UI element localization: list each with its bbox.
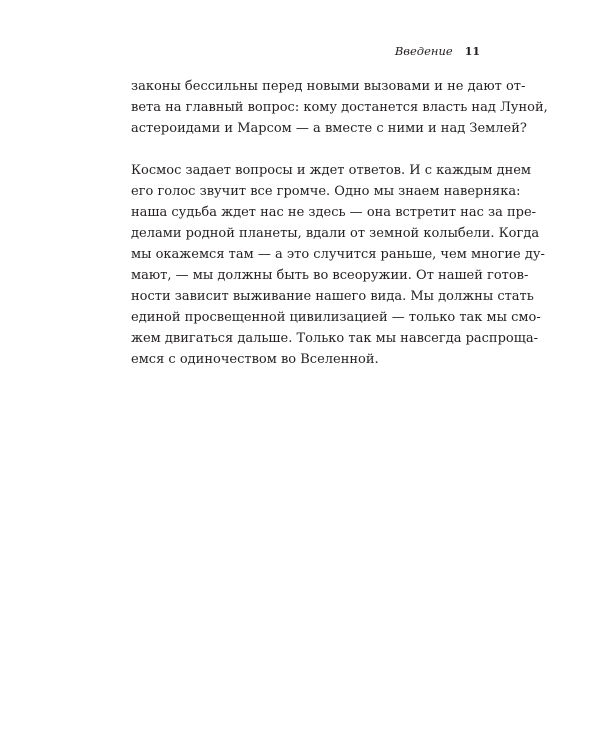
text-line: его голос звучит все громче. Одно мы знаем наверняка:: [131, 184, 521, 199]
running-header: [395, 44, 480, 58]
text-line: Космос задает вопросы и ждет ответов. И с каждым днем: [131, 163, 532, 178]
text-line: жем двигаться дальше. Только так мы навсегда распроща-: [131, 331, 538, 346]
text-line: астероидами и Марсом — а вместе с ними и над Землей?: [131, 121, 527, 136]
text-line: наша судьба ждет нас не здесь — она встретит нас за пре-: [131, 205, 537, 220]
text-line: мы окажемся там — а это случится раньше, чем многие ду-: [131, 247, 545, 262]
paragraph-1: [131, 76, 548, 139]
text-line: единой просвещенной цивилизацией — только так мы смо-: [131, 310, 541, 325]
text-line: ности зависит выживание нашего вида. Мы должны стать: [131, 289, 534, 304]
section-title: Введение: [394, 44, 453, 58]
text-line: мают, — мы должны быть во всеоружии. От нашей готов-: [131, 268, 529, 283]
text-line: емся с одиночеством во Вселенной.: [131, 352, 379, 367]
text-line: делами родной планеты, вдали от земной колыбели. Когда: [131, 226, 540, 241]
text-line: вета на главный вопрос: кому достанется власть над Луной,: [131, 100, 548, 115]
text-line: законы бессильны перед новыми вызовами и не дают от-: [131, 79, 526, 94]
body-text: [131, 76, 548, 391]
paragraph-2: [131, 160, 545, 370]
page-number: 11: [464, 45, 480, 58]
